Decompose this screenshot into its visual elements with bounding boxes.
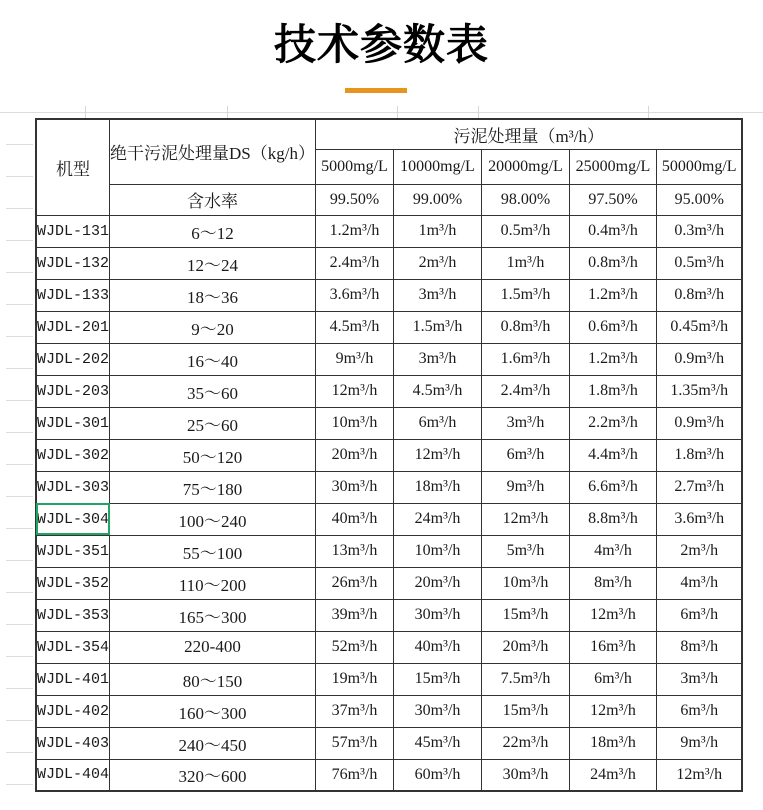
throughput-cell[interactable]: 15m³/h [481,599,569,631]
table-row [36,311,742,343]
table-row [36,535,742,567]
gridline-left-stub [6,400,33,401]
gridline-left-stub [6,176,33,177]
throughput-cell[interactable]: 1.2m³/h [315,215,393,247]
throughput-cell[interactable]: 30m³/h [315,471,393,503]
header-concentration[interactable]: 5000mg/L [315,149,393,184]
throughput-cell[interactable]: 1.5m³/h [393,311,481,343]
throughput-cell[interactable]: 3m³/h [481,407,569,439]
throughput-cell[interactable]: 2.4m³/h [315,247,393,279]
throughput-cell[interactable]: 1.2m³/h [569,279,656,311]
model-cell[interactable]: WJDL-404 [36,759,110,791]
header-moisture-value[interactable]: 99.00% [393,184,481,215]
header-model[interactable]: 机型 [36,119,110,215]
gridline-tick [478,106,479,118]
throughput-cell[interactable]: 2.7m³/h [656,471,742,503]
throughput-cell[interactable]: 6m³/h [569,663,656,695]
gridline-left-stub [6,144,33,145]
header-row-3 [36,184,742,215]
ds-range-cell[interactable]: 55～100 [110,535,316,567]
throughput-cell[interactable]: 0.4m³/h [569,215,656,247]
throughput-cell[interactable]: 24m³/h [393,503,481,535]
gridline-left-stub [6,784,33,785]
ds-range-cell[interactable]: 160～300 [110,695,316,727]
throughput-cell[interactable]: 0.3m³/h [656,215,742,247]
throughput-cell[interactable]: 39m³/h [315,599,393,631]
gridline-left-stub [6,560,33,561]
throughput-cell[interactable]: 6m³/h [481,439,569,471]
gridline-left-stub [6,336,33,337]
gridline-left-stub [6,592,33,593]
throughput-cell[interactable]: 13m³/h [315,535,393,567]
gridline-left-stub [6,464,33,465]
throughput-cell[interactable]: 0.9m³/h [656,407,742,439]
gridline-left-stub [6,272,33,273]
ds-range-cell[interactable]: 9～20 [110,311,316,343]
table-row [36,343,742,375]
gridline-left-stub [6,720,33,721]
throughput-cell[interactable]: 1m³/h [393,215,481,247]
table-row [36,247,742,279]
throughput-cell[interactable]: 0.5m³/h [481,215,569,247]
throughput-cell[interactable]: 6m³/h [393,407,481,439]
throughput-cell[interactable]: 3.6m³/h [315,279,393,311]
parameters-table [35,118,743,792]
gridline-left-stub [6,688,33,689]
throughput-cell[interactable]: 19m³/h [315,663,393,695]
table-row [36,599,742,631]
gridline-left-stub [6,528,33,529]
header-concentration[interactable]: 20000mg/L [481,149,569,184]
ds-range-cell[interactable]: 320～600 [110,759,316,791]
throughput-cell[interactable]: 8m³/h [656,631,742,663]
header-moisture-value[interactable]: 99.50% [315,184,393,215]
throughput-cell[interactable]: 37m³/h [315,695,393,727]
throughput-cell[interactable]: 4m³/h [656,567,742,599]
header-concentration[interactable]: 10000mg/L [393,149,481,184]
ds-range-cell[interactable]: 6～12 [110,215,316,247]
throughput-cell[interactable]: 7.5m³/h [481,663,569,695]
throughput-cell[interactable]: 40m³/h [393,631,481,663]
throughput-cell[interactable]: 1.8m³/h [656,439,742,471]
throughput-cell[interactable]: 0.45m³/h [656,311,742,343]
throughput-cell[interactable]: 12m³/h [315,375,393,407]
throughput-cell[interactable]: 26m³/h [315,567,393,599]
throughput-cell[interactable]: 3m³/h [656,663,742,695]
model-cell-selected[interactable]: WJDL-304 [36,503,110,535]
throughput-cell[interactable]: 2.2m³/h [569,407,656,439]
ds-range-cell[interactable]: 110～200 [110,567,316,599]
page-title: 技术参数表 [273,20,489,69]
gridline-tick [648,106,649,118]
throughput-cell[interactable]: 9m³/h [315,343,393,375]
gridline-left-stub [6,304,33,305]
gridline-left-stub [6,432,33,433]
throughput-cell[interactable]: 12m³/h [393,439,481,471]
throughput-cell[interactable]: 0.5m³/h [656,247,742,279]
model-cell[interactable]: WJDL-133 [36,279,110,311]
throughput-cell[interactable]: 18m³/h [569,727,656,759]
throughput-cell[interactable]: 60m³/h [393,759,481,791]
throughput-cell[interactable]: 52m³/h [315,631,393,663]
model-cell[interactable]: WJDL-302 [36,439,110,471]
throughput-cell[interactable]: 20m³/h [393,567,481,599]
throughput-cell[interactable]: 20m³/h [481,631,569,663]
model-cell[interactable]: WJDL-301 [36,407,110,439]
ds-range-cell[interactable]: 16～40 [110,343,316,375]
header-moisture-value[interactable]: 97.50% [569,184,656,215]
table-row [36,471,742,503]
model-cell[interactable]: WJDL-303 [36,471,110,503]
throughput-cell[interactable]: 30m³/h [393,695,481,727]
throughput-cell[interactable]: 2.4m³/h [481,375,569,407]
throughput-cell[interactable]: 1.35m³/h [656,375,742,407]
ds-range-cell[interactable]: 18～36 [110,279,316,311]
gridline-tick [85,106,86,118]
throughput-cell[interactable]: 9m³/h [481,471,569,503]
gridline-horizontal [0,112,763,113]
table-row [36,727,742,759]
throughput-cell[interactable]: 15m³/h [393,663,481,695]
table-row [36,631,742,663]
throughput-cell[interactable]: 6.6m³/h [569,471,656,503]
table-row [36,375,742,407]
throughput-cell[interactable]: 10m³/h [315,407,393,439]
header-concentration[interactable]: 25000mg/L [569,149,656,184]
ds-range-cell[interactable]: 220-400 [110,631,316,663]
throughput-cell[interactable]: 0.9m³/h [656,343,742,375]
throughput-cell[interactable]: 6m³/h [656,599,742,631]
ds-range-cell[interactable]: 50～120 [110,439,316,471]
gridline-tick [227,106,228,118]
throughput-cell[interactable]: 1.8m³/h [569,375,656,407]
table-row [36,215,742,247]
throughput-cell[interactable]: 40m³/h [315,503,393,535]
throughput-cell[interactable]: 3m³/h [393,343,481,375]
throughput-cell[interactable]: 0.8m³/h [481,311,569,343]
throughput-cell[interactable]: 12m³/h [656,759,742,791]
table-row [36,439,742,471]
ds-range-cell[interactable]: 100～240 [110,503,316,535]
model-cell[interactable]: WJDL-352 [36,567,110,599]
header-throughput[interactable]: 污泥处理量（m³/h） [315,119,742,149]
table-row [36,663,742,695]
throughput-cell[interactable]: 57m³/h [315,727,393,759]
throughput-cell[interactable]: 9m³/h [656,727,742,759]
header-ds[interactable]: 绝干污泥处理量DS（kg/h） [110,119,316,184]
header-moisture-label[interactable]: 含水率 [110,184,316,215]
throughput-cell[interactable]: 4m³/h [569,535,656,567]
table-row [36,503,742,535]
ds-range-cell[interactable]: 25～60 [110,407,316,439]
throughput-cell[interactable]: 8.8m³/h [569,503,656,535]
ds-range-cell[interactable]: 80～150 [110,663,316,695]
throughput-cell[interactable]: 1.5m³/h [481,279,569,311]
throughput-cell[interactable]: 12m³/h [569,599,656,631]
throughput-cell[interactable]: 4.4m³/h [569,439,656,471]
model-cell[interactable]: WJDL-401 [36,663,110,695]
throughput-cell[interactable]: 45m³/h [393,727,481,759]
table-row [36,567,742,599]
throughput-cell[interactable]: 10m³/h [481,567,569,599]
throughput-cell[interactable]: 1m³/h [481,247,569,279]
model-cell[interactable]: WJDL-203 [36,375,110,407]
throughput-cell[interactable]: 16m³/h [569,631,656,663]
throughput-cell[interactable]: 5m³/h [481,535,569,567]
table-row [36,279,742,311]
throughput-cell[interactable]: 20m³/h [315,439,393,471]
throughput-cell[interactable]: 4.5m³/h [393,375,481,407]
throughput-cell[interactable]: 0.8m³/h [569,247,656,279]
throughput-cell[interactable]: 22m³/h [481,727,569,759]
throughput-cell[interactable]: 12m³/h [481,503,569,535]
ds-range-cell[interactable]: 35～60 [110,375,316,407]
throughput-cell[interactable]: 2m³/h [393,247,481,279]
ds-range-cell[interactable]: 12～24 [110,247,316,279]
throughput-cell[interactable]: 0.6m³/h [569,311,656,343]
model-cell[interactable]: WJDL-354 [36,631,110,663]
gridline-left-stub [6,240,33,241]
throughput-cell[interactable]: 30m³/h [393,599,481,631]
throughput-cell[interactable]: 1.2m³/h [569,343,656,375]
title-accent-bar [345,88,407,93]
header-moisture-value[interactable]: 95.00% [656,184,742,215]
model-cell[interactable]: WJDL-353 [36,599,110,631]
gridline-left-stub [6,368,33,369]
model-cell[interactable]: WJDL-402 [36,695,110,727]
throughput-cell[interactable]: 15m³/h [481,695,569,727]
table-body [36,215,742,791]
table-row [36,759,742,791]
throughput-cell[interactable]: 10m³/h [393,535,481,567]
gridline-left-stub [6,496,33,497]
model-cell[interactable]: WJDL-403 [36,727,110,759]
gridline-left-stub [6,656,33,657]
gridline-left-stub [6,208,33,209]
model-cell[interactable]: WJDL-132 [36,247,110,279]
throughput-cell[interactable]: 4.5m³/h [315,311,393,343]
model-cell[interactable]: WJDL-202 [36,343,110,375]
throughput-cell[interactable]: 76m³/h [315,759,393,791]
table-header [36,119,742,215]
header-concentration[interactable]: 50000mg/L [656,149,742,184]
ds-range-cell[interactable]: 240～450 [110,727,316,759]
throughput-cell[interactable]: 6m³/h [656,695,742,727]
throughput-cell[interactable]: 3.6m³/h [656,503,742,535]
table-row [36,695,742,727]
throughput-cell[interactable]: 30m³/h [481,759,569,791]
gridline-left-stub [6,624,33,625]
table-row [36,407,742,439]
header-moisture-value[interactable]: 98.00% [481,184,569,215]
throughput-cell[interactable]: 3m³/h [393,279,481,311]
ds-range-cell[interactable]: 165～300 [110,599,316,631]
throughput-cell[interactable]: 1.6m³/h [481,343,569,375]
header-row-1 [36,119,742,149]
throughput-cell[interactable]: 8m³/h [569,567,656,599]
model-cell[interactable]: WJDL-201 [36,311,110,343]
model-cell[interactable]: WJDL-131 [36,215,110,247]
gridline-tick [397,106,398,118]
model-cell[interactable]: WJDL-351 [36,535,110,567]
throughput-cell[interactable]: 0.8m³/h [656,279,742,311]
throughput-cell[interactable]: 12m³/h [569,695,656,727]
gridline-left-stub [6,752,33,753]
throughput-cell[interactable]: 2m³/h [656,535,742,567]
throughput-cell[interactable]: 18m³/h [393,471,481,503]
throughput-cell[interactable]: 24m³/h [569,759,656,791]
ds-range-cell[interactable]: 75～180 [110,471,316,503]
